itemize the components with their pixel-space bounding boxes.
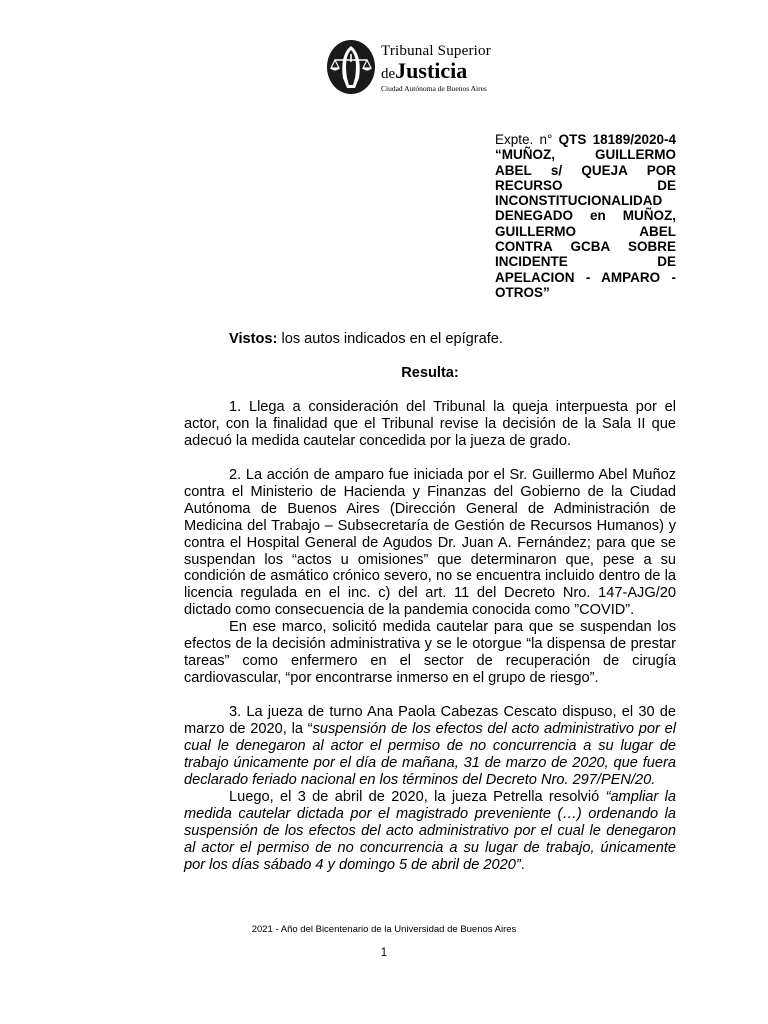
paragraph-2b: En ese marco, solicitó medida cautelar para que se suspendan los efectos de la decisión administrativa y se le otorgue “la dispensa de prestar tareas” como enfermero en el sector de recuperación de cirugía cardiovascular, “por encontrarse inmerso en el grupo de riesgo”. bbox=[184, 619, 676, 687]
logo-line-2-main: Justicia bbox=[395, 58, 468, 83]
vistos-label: Vistos: bbox=[229, 331, 278, 347]
case-header bbox=[495, 132, 676, 300]
caption-line: APELACION - AMPARO - bbox=[495, 269, 676, 285]
court-logo bbox=[325, 38, 495, 100]
logo-line-2-prefix: de bbox=[381, 66, 396, 82]
paragraph-3b-quote: “ampliar la medida cautelar dictada por el magistrado preveniente (…) ordenando la suspensión de los efectos del acto administrativo por el cual le denegaron al actor el permiso de no concurrencia a su lugar de trabajo, únicamente por los días sábado 4 y domingo 5 de abril de 2020” bbox=[184, 788, 676, 873]
caption-line: RECURSO DE bbox=[495, 177, 676, 193]
logo-line-2 bbox=[381, 58, 467, 84]
vistos-paragraph bbox=[184, 331, 676, 348]
paragraph-1: 1. Llega a consideración del Tribunal la queja interpuesta por el actor, con la finalidad que el Tribunal revise la decisión de la Sala II que adecuó la medida cautelar concedida por la jueza de grado. bbox=[184, 398, 676, 449]
page-number: 1 bbox=[380, 947, 388, 959]
justice-emblem-icon bbox=[325, 38, 377, 96]
paragraph-3b-end: . bbox=[520, 856, 525, 873]
caption-line: OTROS” bbox=[495, 284, 550, 300]
caption-line: CONTRA GCBA SOBRE bbox=[495, 239, 676, 255]
resulta-heading bbox=[184, 365, 676, 382]
caption-line: “MUÑOZ, GUILLERMO bbox=[495, 147, 676, 163]
paragraph-3b bbox=[184, 789, 676, 874]
caption-line: INCIDENTE DE bbox=[495, 254, 676, 270]
paragraph-3 bbox=[184, 704, 676, 789]
expte-number: QTS 18189/2020-4 bbox=[558, 132, 676, 147]
caption-line: ABEL s/ QUEJA POR bbox=[495, 162, 676, 178]
caption-line: INCONSTITUCIONALIDAD bbox=[495, 193, 663, 209]
expte-line bbox=[495, 132, 676, 147]
paragraph-2: 2. La acción de amparo fue iniciada por el Sr. Guillermo Abel Muñoz contra el Ministerio de Hacienda y Finanzas del Gobierno de la Ciudad Autónoma de Buenos Aires (Dirección General de Administración de Medicina del Trabajo – Subsecretaría de Gestión de Recursos Humanos) y contra el Hospital General de Agudos Dr. Juan A. Fernández; para que se suspendan los “actos u omisiones” que determinaron que, pese a su condición de asmático crónico severo, no se encuentra incluido dentro de la licencia regulada en el inc. c) del art. 11 del Decreto Nro. 147-AJG/20 dictado como consecuencia de la pandemia conocida como ”COVID”. bbox=[184, 466, 676, 619]
document-body bbox=[184, 331, 676, 874]
resulta-label: Resulta: bbox=[401, 364, 459, 381]
vistos-text: los autos indicados en el epígrafe. bbox=[277, 331, 503, 347]
caption-line: GUILLERMO ABEL bbox=[495, 223, 676, 239]
paragraph-3b-text: Luego, el 3 de abril de 2020, la jueza Petrella resolvió bbox=[229, 788, 606, 805]
page-footer: 2021 - Año del Bicentenario de la Universidad de Buenos Aires bbox=[251, 924, 517, 935]
logo-line-1: Tribunal Superior bbox=[381, 43, 491, 59]
paragraph-3-text: 3. La jueza de turno Ana Paola Cabezas Cescato dispuso, el 30 de marzo de 2020, la “ bbox=[184, 704, 676, 738]
caption-line: DENEGADO en MUÑOZ, bbox=[495, 208, 676, 224]
logo-line-3: Ciudad Autónoma de Buenos Aires bbox=[381, 84, 487, 93]
paragraph-3-quote: suspensión de los efectos del acto administrativo por el cual le denegaron al actor el permiso de no concurrencia a su lugar de trabajo únicamente por el día de mañana, 31 de marzo de 2020, que fuera declarado feriado nacional en los términos del Decreto Nro. 297/PEN/20. bbox=[184, 721, 676, 788]
expte-label: Expte. n° bbox=[495, 132, 553, 147]
